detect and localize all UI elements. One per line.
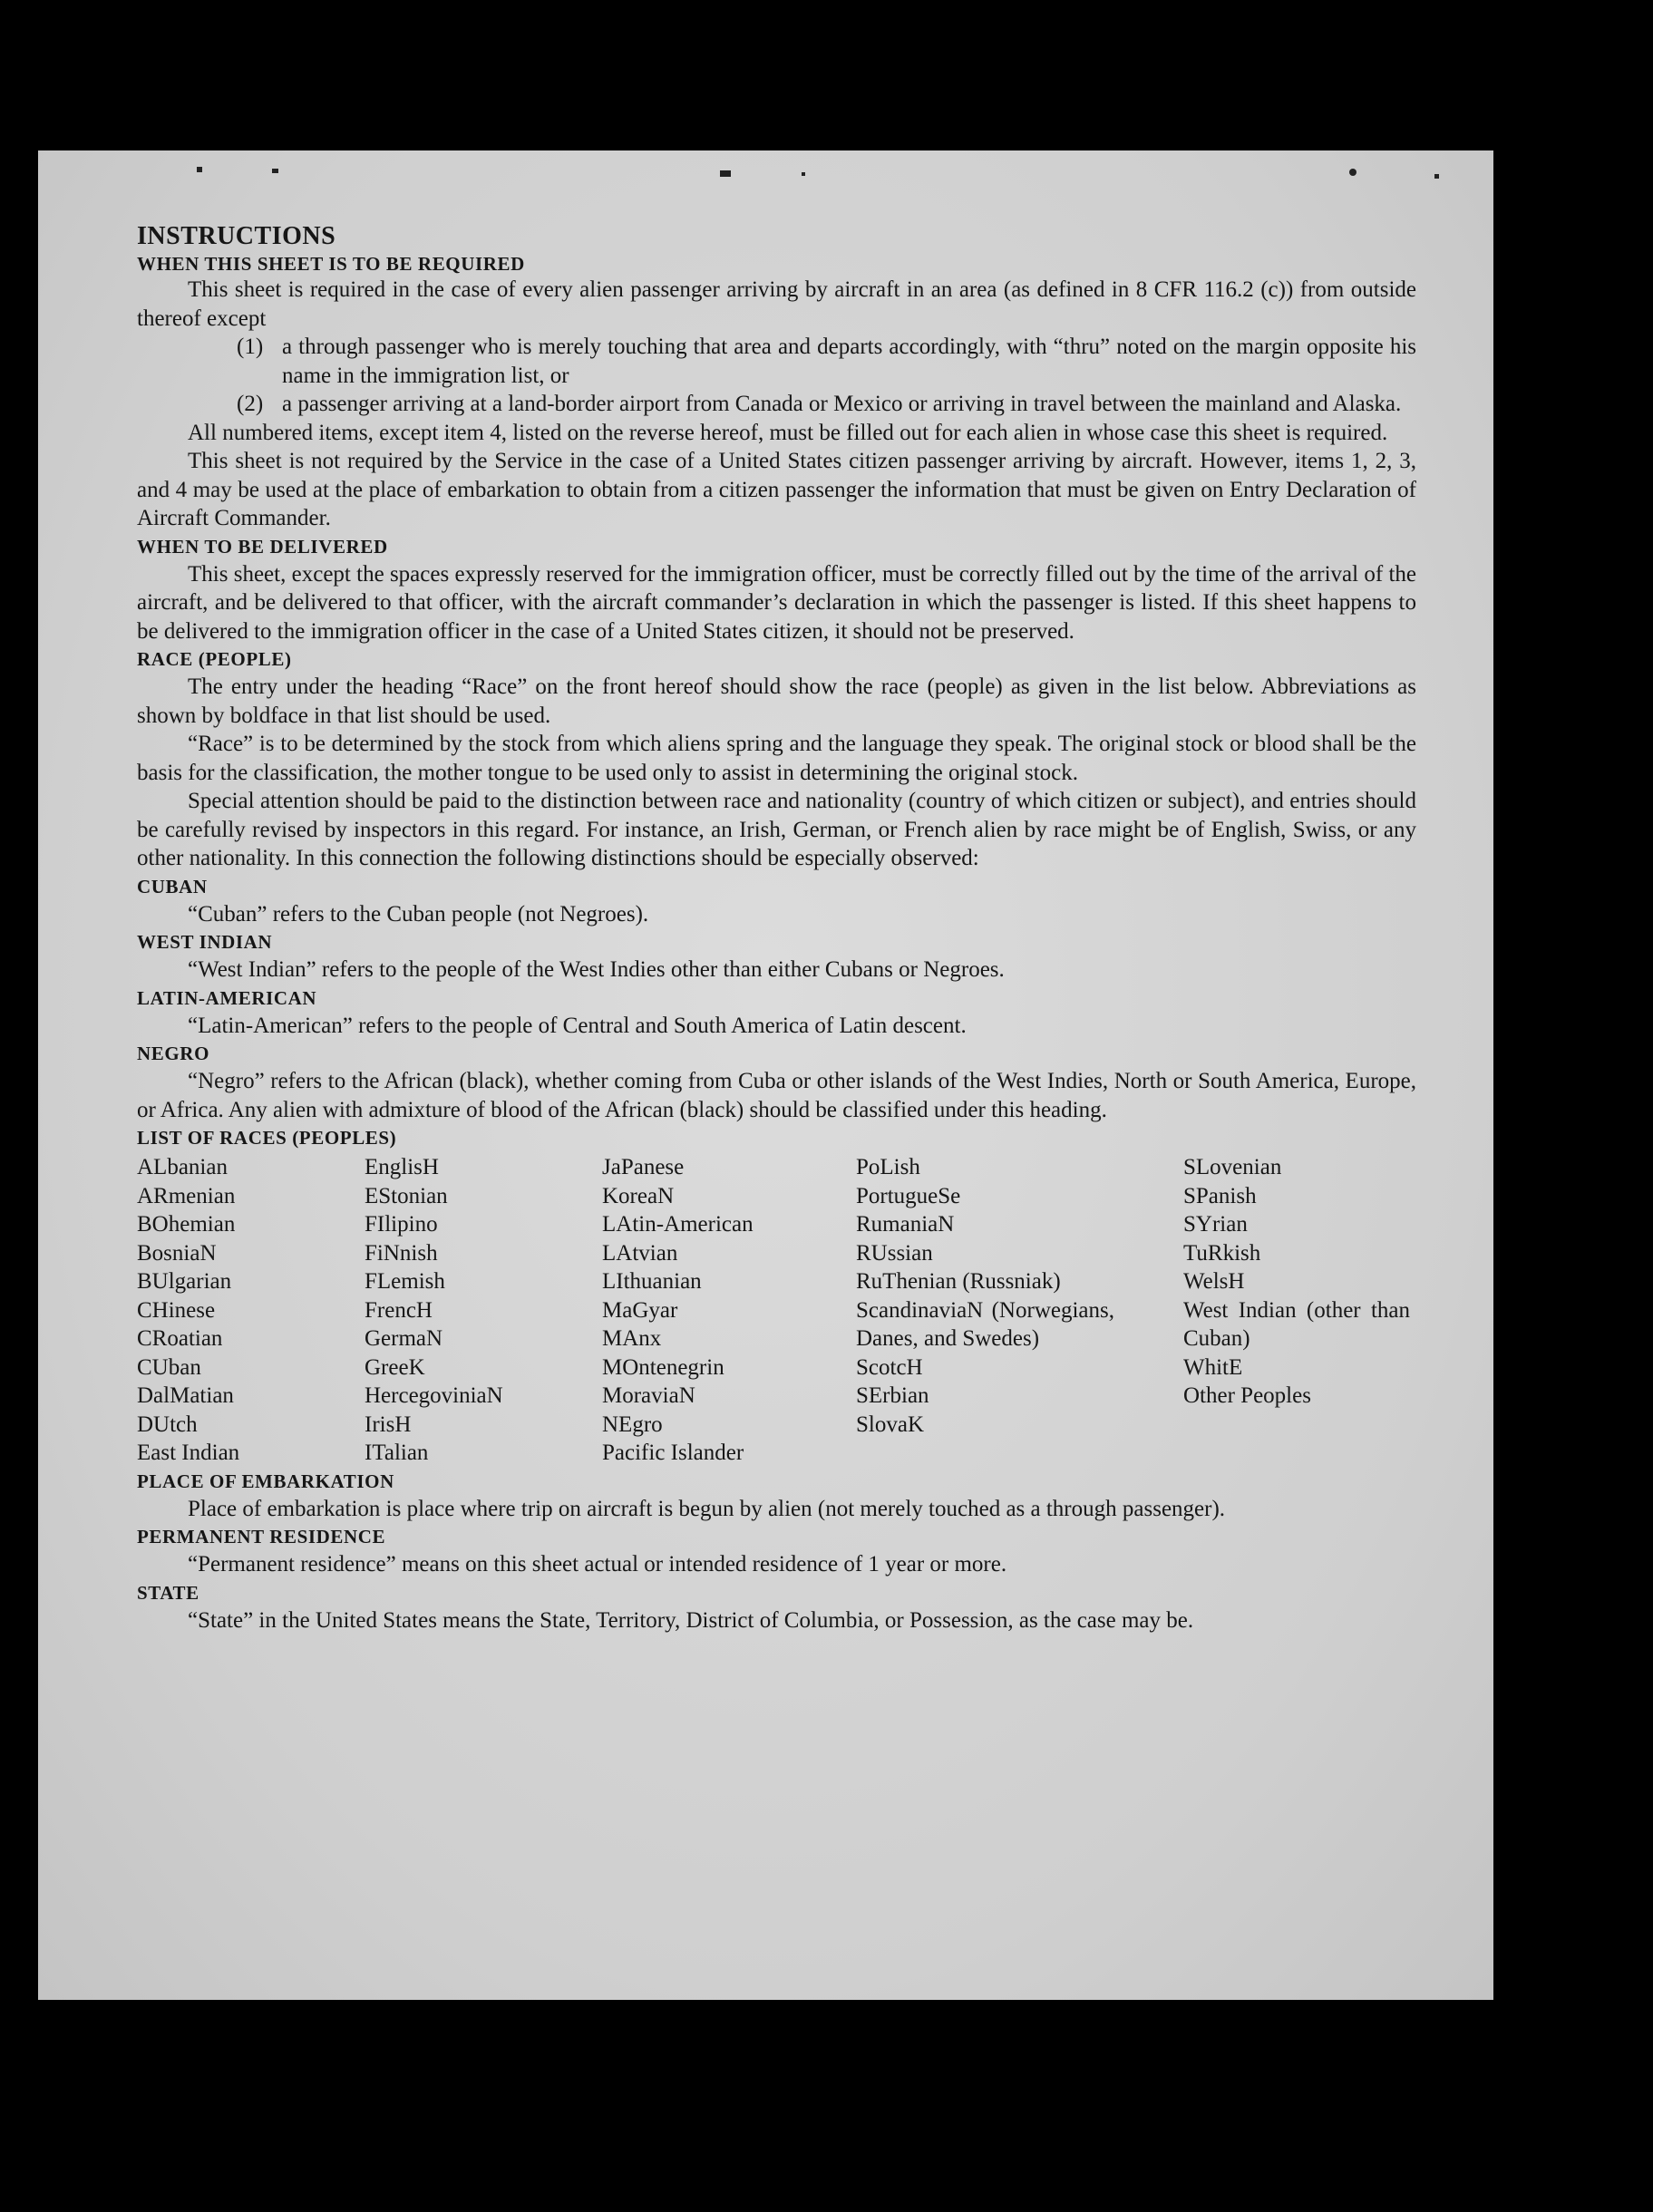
- paragraph-negro: “Negro” refers to the African (black), whether coming from Cuba or other islands of the West Indies, North or South America, Europe, or Africa. Any alien with admixture of blood of the African (black) should be classified under this heading.: [137, 1069, 1416, 1122]
- race-entry: ALbanian: [137, 1155, 228, 1179]
- race-entry: GermaN: [365, 1326, 443, 1351]
- races-column: [365, 1153, 602, 1468]
- heading-permanent-residence: PERMANENT RESIDENCE: [137, 1526, 386, 1547]
- race-entry: East Indian: [137, 1441, 240, 1465]
- races-list: [137, 1153, 1416, 1468]
- paragraph-citizen: This sheet is not required by the Service in the case of a United States citizen passenger arriving by aircraft. However, items 1, 2, 3, and 4 may be used at the place of embarkation to obtain from a citizen passenger the information that must be given on Entry Declaration of Aircraft Commander.: [137, 449, 1416, 530]
- race-entry: ITalian: [365, 1441, 429, 1465]
- item-number: (1): [237, 335, 264, 359]
- punch-mark: [720, 170, 731, 177]
- race-entry: RUssian: [856, 1240, 933, 1266]
- punch-mark: [802, 172, 805, 176]
- paragraph-west-indian: “West Indian” refers to the people of the West Indies other than either Cubans or Negroes.: [188, 957, 1005, 982]
- instructions-content: [137, 221, 1416, 1635]
- paragraph-numbered-items: All numbered items, except item 4, listed on the reverse hereof, must be filled out for each alien in whose case this sheet is required.: [188, 420, 1388, 445]
- heading-state: STATE: [137, 1581, 199, 1604]
- race-entry: ScotcH: [856, 1354, 923, 1380]
- item-number: (2): [237, 392, 264, 416]
- race-entry: BOhemian: [137, 1212, 236, 1237]
- race-entry: RuThenian (Russniak): [856, 1269, 1061, 1294]
- heading-latin-american: LATIN-AMERICAN: [137, 986, 317, 1009]
- races-column: [1183, 1153, 1416, 1468]
- race-entry: MaGyar: [602, 1297, 678, 1323]
- race-entry: FrencH: [365, 1297, 433, 1323]
- race-entry: EnglisH: [365, 1155, 439, 1179]
- race-entry: MOntenegrin: [602, 1354, 724, 1380]
- heading-cuban: CUBAN: [137, 875, 208, 897]
- paragraph-delivered: This sheet, except the spaces expressly reserved for the immigration officer, must be correctly filled out by the time of the arrival of the aircraft, and be delivered to that officer, with the aircraft commander’s declaration in which the passenger is listed. If this sheet happens to be delivered to the immigration officer in the case of a United States citizen, it should not be preserved.: [137, 561, 1416, 644]
- list-item: [237, 390, 1416, 419]
- race-entry: CRoatian: [137, 1326, 223, 1351]
- race-entry: NEgro: [602, 1412, 663, 1437]
- race-entry: HercegoviniaN: [365, 1383, 503, 1408]
- paragraph-state: “State” in the United States means the State, Territory, District of Columbia, or Possession, as the case may be.: [188, 1607, 1194, 1633]
- race-entry: BosniaN: [137, 1240, 217, 1266]
- races-column: [137, 1153, 365, 1468]
- races-column: [602, 1153, 856, 1468]
- race-entry: JaPanese: [602, 1155, 685, 1179]
- heading-when-delivered: WHEN TO BE DELIVERED: [137, 535, 388, 558]
- race-entry: FiNnish: [365, 1240, 438, 1266]
- race-entry: LAtvian: [602, 1240, 678, 1266]
- race-entry: CUban: [137, 1354, 201, 1380]
- race-entry: EStonian: [365, 1183, 448, 1208]
- heading-west-indian: WEST INDIAN: [137, 931, 273, 953]
- races-column: [856, 1153, 1183, 1468]
- race-entry: BUlgarian: [137, 1269, 232, 1294]
- paragraph-race-2: “Race” is to be determined by the stock from which aliens spring and the language they speak. The original stock or blood shall be the basis for the classification, the mother tongue to be used only to assist in determining the original stock.: [137, 732, 1416, 785]
- punch-mark: [1434, 174, 1439, 179]
- list-item: [237, 333, 1416, 390]
- race-entry: Other Peoples: [1183, 1383, 1311, 1408]
- race-entry: LIthuanian: [602, 1269, 702, 1294]
- race-entry: SLovenian: [1183, 1155, 1282, 1179]
- paragraph-cuban: “Cuban” refers to the Cuban people (not Negroes).: [188, 901, 649, 927]
- race-entry: ScandinaviaN (Norwegians, Danes, and Swedes): [856, 1297, 1114, 1351]
- race-entry: DalMatian: [137, 1383, 234, 1408]
- race-entry: TuRkish: [1183, 1240, 1261, 1266]
- punch-mark: [197, 167, 202, 172]
- race-entry: SlovaK: [856, 1412, 924, 1437]
- race-entry: RumaniaN: [856, 1212, 955, 1237]
- item-text: a through passenger who is merely touching that area and departs accordingly, with “thru” noted on the margin opposite his name in the immigration list, or: [282, 335, 1416, 388]
- race-entry: WelsH: [1183, 1269, 1245, 1294]
- race-entry: IrisH: [365, 1412, 412, 1437]
- item-text: a passenger arriving at a land-border airport from Canada or Mexico or arriving in travel between the mainland and Alaska.: [282, 392, 1402, 416]
- race-entry: KoreaN: [602, 1183, 675, 1208]
- heading-race: RACE (PEOPLE): [137, 648, 292, 670]
- paragraph-race-3: Special attention should be paid to the distinction between race and nationality (country of which citizen or subject), and entries should be carefully revised by inspectors in this regard. For instance, an Irish, German, or French alien by race might be of English, Swiss, or any other nationality. In this connection the following distinctions should be especially observed:: [137, 789, 1416, 870]
- heading-negro: NEGRO: [137, 1043, 210, 1064]
- race-entry: ARmenian: [137, 1183, 236, 1208]
- page-title: INSTRUCTIONS: [137, 222, 336, 250]
- heading-when-required: WHEN THIS SHEET IS TO BE REQUIRED: [137, 253, 525, 275]
- race-entry: FLemish: [365, 1269, 445, 1294]
- race-entry: GreeK: [365, 1354, 425, 1380]
- race-entry: DUtch: [137, 1412, 198, 1437]
- punch-mark: [272, 169, 278, 173]
- heading-list-of-races: LIST OF RACES (PEOPLES): [137, 1127, 397, 1149]
- race-entry: PortugueSe: [856, 1183, 961, 1208]
- race-entry: SPanish: [1183, 1183, 1257, 1208]
- race-entry: CHinese: [137, 1297, 216, 1323]
- paragraph-permanent-residence: “Permanent residence” means on this sheet actual or intended residence of 1 year or more.: [188, 1552, 1007, 1577]
- paragraph-race-1: The entry under the heading “Race” on the front hereof should show the race (people) as given in the list below. Abbreviations as shown by boldface in that list should be used.: [137, 674, 1416, 728]
- race-entry: MoraviaN: [602, 1383, 695, 1408]
- paragraph-required-intro: This sheet is required in the case of every alien passenger arriving by aircraft in an area (as defined in 8 CFR 116.2 (c)) from outside thereof except: [137, 277, 1416, 331]
- race-entry: SErbian: [856, 1383, 929, 1408]
- heading-place-of-embarkation: PLACE OF EMBARKATION: [137, 1470, 394, 1492]
- paragraph-latin-american: “Latin-American” refers to the people of Central and South America of Latin descent.: [188, 1013, 967, 1038]
- race-entry: Pacific Islander: [602, 1441, 744, 1465]
- race-entry: MAnx: [602, 1326, 662, 1351]
- race-entry: FIlipino: [365, 1212, 438, 1237]
- race-entry: PoLish: [856, 1155, 920, 1179]
- document-sheet: [38, 150, 1493, 2000]
- race-entry: WhitE: [1183, 1354, 1243, 1380]
- paragraph-embarkation: Place of embarkation is place where trip on aircraft is begun by alien (not merely touched as a through passenger).: [188, 1496, 1226, 1521]
- punch-mark: [1349, 169, 1356, 176]
- race-entry: LAtin-American: [602, 1212, 754, 1237]
- race-entry: SYrian: [1183, 1212, 1248, 1237]
- race-entry: West Indian (other than Cuban): [1183, 1297, 1410, 1351]
